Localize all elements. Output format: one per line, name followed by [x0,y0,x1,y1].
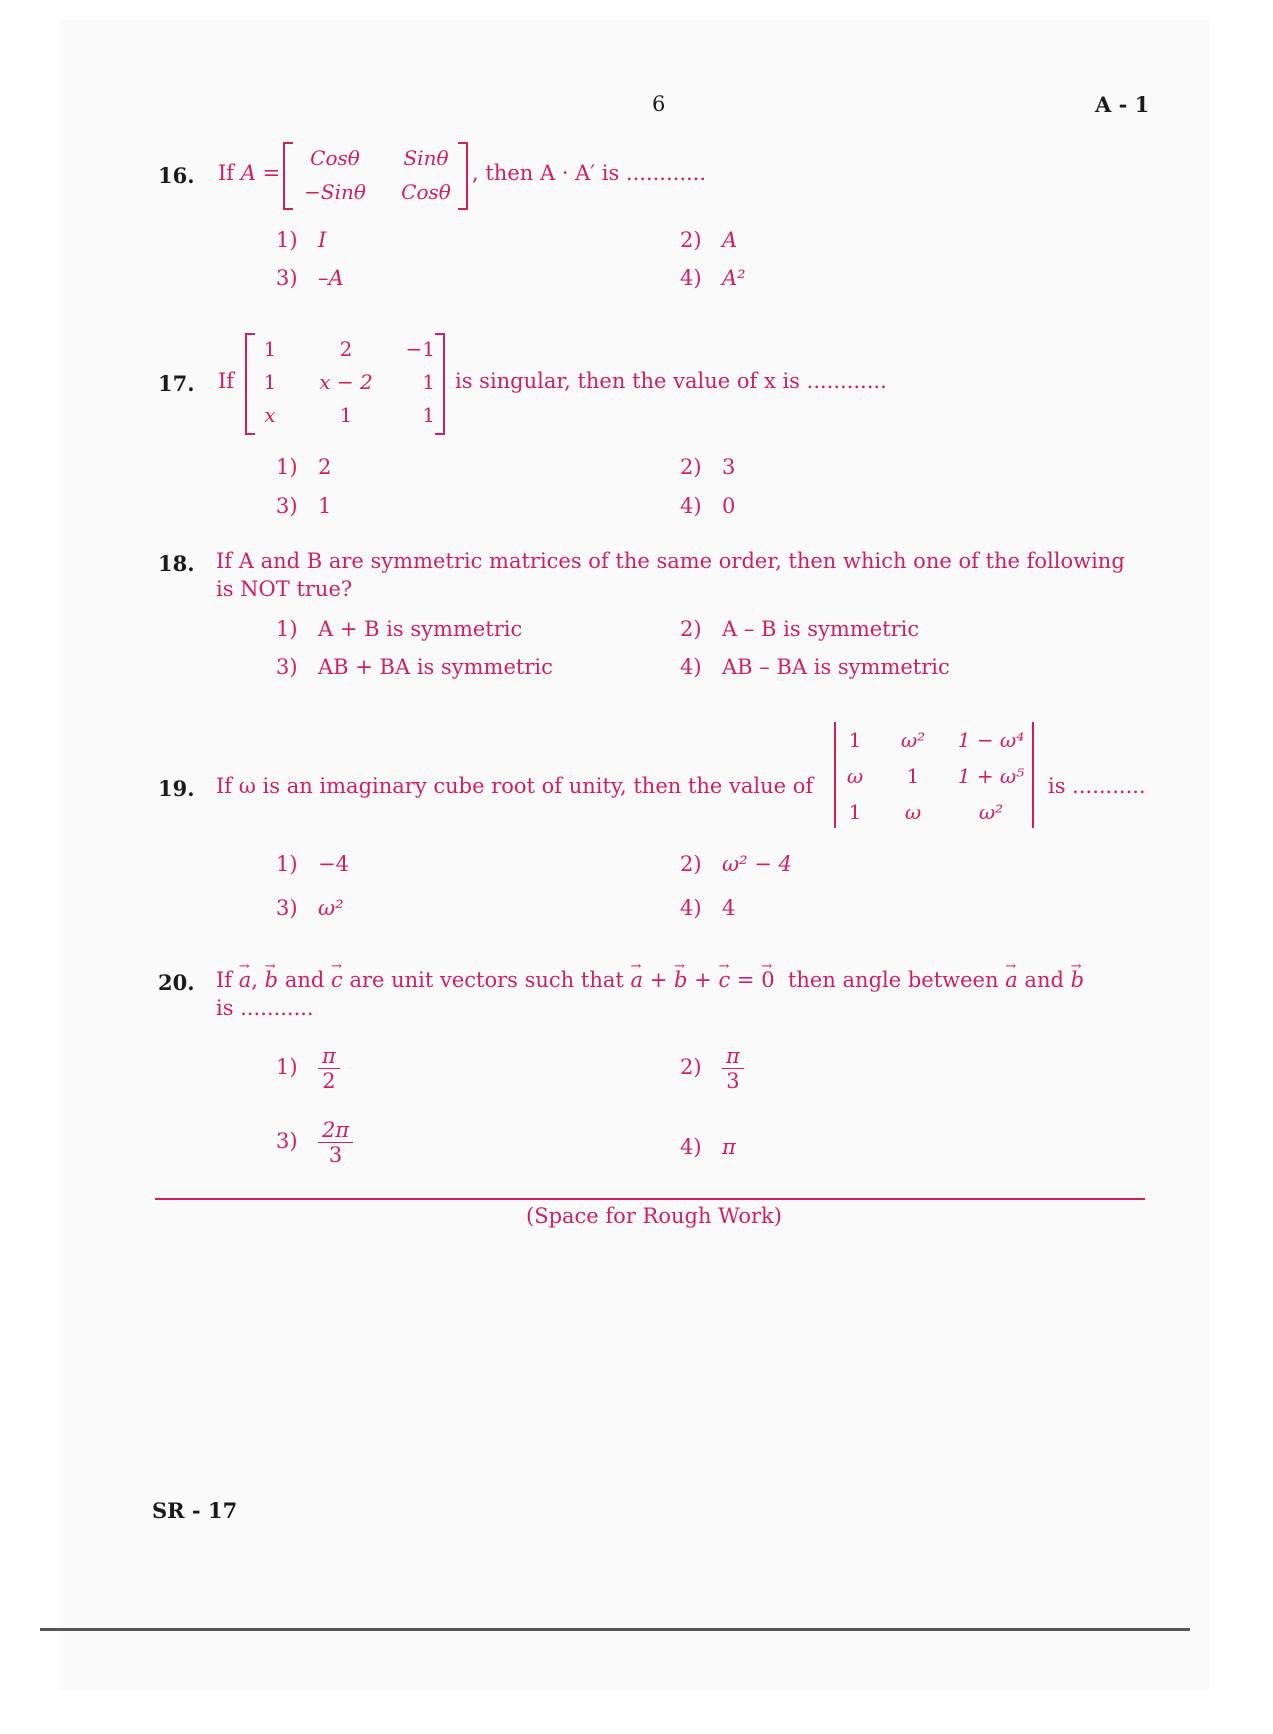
exam-page [60,20,1210,1690]
vector-a: → a [631,967,644,994]
matrix-cell: −1 [405,337,435,361]
question-17-matrix [245,333,445,435]
matrix-cell: 1 [422,403,435,427]
determinant-cell: ω [904,800,922,824]
question-19-prefix: If ω is an imaginary cube root of unity, then the value of [216,774,814,798]
rough-work-divider [155,1198,1145,1200]
matrix-cell: x − 2 [319,370,373,394]
determinant-cell: 1 [906,764,920,788]
matrix-cell: Cosθ [310,146,360,170]
question-16-suffix: , then A · A′ is ............ [472,161,707,185]
question-18-text-line2: is NOT true? [216,577,353,601]
matrix-cell: 1 [263,370,277,394]
q20-option-2[interactable]: 2) $\frac{\pi}{3}$ [680,1044,744,1093]
determinant-cell: 1 [848,728,862,752]
question-19-suffix: is ........... [1048,774,1146,798]
matrix-cell: 1 [422,370,435,394]
vector-c: → c [718,967,730,994]
determinant-cell: 1 [848,800,862,824]
determinant-cell: ω² [978,800,1004,824]
matrix-cell: x [264,403,276,427]
q19-option-4[interactable]: 4) 4 [680,896,736,920]
question-20-text-line2: is ........... [216,996,314,1020]
q19-option-2[interactable]: 2) ω² − 4 [680,852,792,876]
q16-option-3[interactable]: 3) –A [276,266,344,290]
vector-c: → c [331,967,343,994]
q17-option-1[interactable]: 1) 2 [276,455,332,479]
series-code: SR - 17 [152,1498,238,1523]
q17-option-3[interactable]: 3) 1 [276,494,332,518]
question-17-suffix: is singular, then the value of x is ............ [455,369,887,393]
question-17-prefix: If [218,369,235,393]
q18-option-3[interactable]: 3) AB + BA is symmetric [276,655,553,679]
determinant-cell: ω² [900,728,926,752]
question-17-number: 17. [158,371,195,396]
determinant-cell: 1 + ω⁵ [957,764,1025,788]
paper-code: A - 1 [1095,92,1150,117]
vector-b: → b [674,967,687,994]
question-19-determinant [834,722,1034,832]
q19-option-1[interactable]: 1) −4 [276,852,349,876]
matrix-cell: 1 [263,337,277,361]
question-16-prefix: If A = [218,161,281,185]
page-bottom-edge [40,1628,1190,1631]
q19-option-3[interactable]: 3) ω² [276,896,344,920]
q17-option-2[interactable]: 2) 3 [680,455,736,479]
vector-b: → b [1071,967,1084,994]
question-18-number: 18. [158,551,195,576]
q20-option-1[interactable]: 1) $\frac{\pi}{2}$ [276,1044,340,1093]
q18-option-4[interactable]: 4) AB – BA is symmetric [680,655,950,679]
question-16-matrix [283,142,468,212]
q16-option-2[interactable]: 2) A [680,228,738,252]
vector-a: → a [1005,967,1018,994]
q20-option-4[interactable]: 4) π [680,1135,736,1159]
question-19-number: 19. [158,776,195,801]
question-18-text-line1: If A and B are symmetric matrices of the same order, then which one of the following [216,549,1125,573]
page-number: 6 [652,92,666,116]
determinant-cell: ω [846,764,864,788]
question-20-number: 20. [158,970,195,995]
q16-option-1[interactable]: 1) I [276,228,327,252]
q20-option-3[interactable]: 3) $\frac{2\pi}{3}$ [276,1118,353,1167]
vector-a: → a [239,967,252,994]
matrix-cell: Cosθ [401,180,451,204]
q16-option-4[interactable]: 4) A² [680,266,746,290]
determinant-cell: 1 − ω⁴ [957,728,1025,752]
matrix-cell: Sinθ [403,146,449,170]
rough-work-label: (Space for Rough Work) [526,1204,782,1228]
q18-option-1[interactable]: 1) A + B is symmetric [276,617,523,641]
vector-b: → b [265,967,278,994]
question-16-number: 16. [158,163,195,188]
matrix-cell: 1 [339,403,353,427]
q18-option-2[interactable]: 2) A – B is symmetric [680,617,920,641]
vector-zero: → 0 [761,967,774,994]
question-20-text: If → a, → b and → c are unit vectors such that → a + → b + → c = → 0 then angle between → a and → b [216,967,1084,994]
matrix-cell: 2 [339,337,353,361]
q17-option-4[interactable]: 4) 0 [680,494,736,518]
matrix-cell: −Sinθ [304,180,366,204]
